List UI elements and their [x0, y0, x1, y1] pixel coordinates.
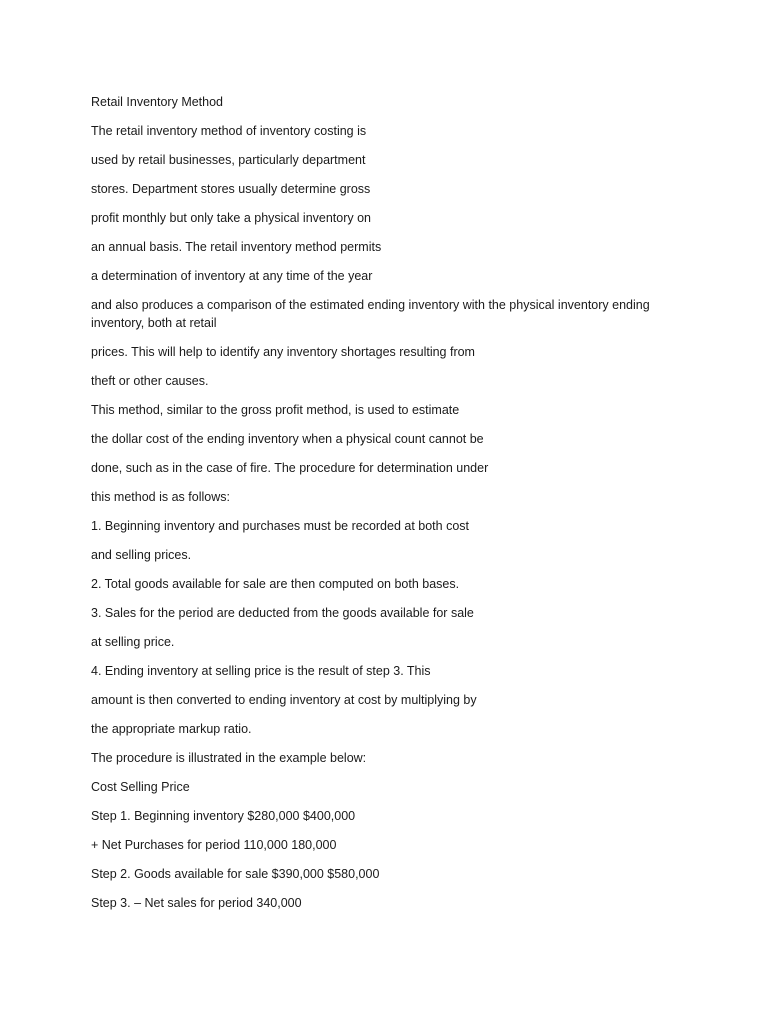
paragraph-line: a determination of inventory at any time of the year: [91, 269, 373, 283]
paragraph-line: and also produces a comparison of the estimated ending inventory with the physical inventory ending inventory, both at retail: [91, 298, 650, 330]
example-row: Step 3. – Net sales for period 340,000: [91, 896, 302, 910]
list-item: 3. Sales for the period are deducted from the goods available for sale: [91, 606, 474, 620]
list-item-continuation: the appropriate markup ratio.: [91, 722, 252, 736]
list-item-continuation: and selling prices.: [91, 548, 192, 562]
paragraph-line: The retail inventory method of inventory costing is: [91, 124, 367, 138]
document-body: [91, 93, 681, 923]
example-row: + Net Purchases for period 110,000 180,000: [91, 838, 337, 852]
list-item: 2. Total goods available for sale are then computed on both bases.: [91, 577, 460, 591]
example-row: Step 1. Beginning inventory $280,000 $400,000: [91, 809, 356, 823]
paragraph-line: an annual basis. The retail inventory method permits: [91, 240, 382, 254]
paragraph-line: done, such as in the case of fire. The procedure for determination under: [91, 461, 489, 475]
paragraph-line: this method is as follows:: [91, 490, 230, 504]
paragraph-line: theft or other causes.: [91, 374, 209, 388]
paragraph-line: used by retail businesses, particularly department: [91, 153, 366, 167]
list-item-continuation: at selling price.: [91, 635, 175, 649]
list-item: 4. Ending inventory at selling price is the result of step 3. This: [91, 664, 431, 678]
paragraph-line: This method, similar to the gross profit method, is used to estimate: [91, 403, 460, 417]
paragraph-line: prices. This will help to identify any inventory shortages resulting from: [91, 345, 475, 359]
document-title: Retail Inventory Method: [91, 95, 224, 109]
example-header: Cost Selling Price: [91, 780, 190, 794]
paragraph-line: profit monthly but only take a physical inventory on: [91, 211, 372, 225]
list-item-continuation: amount is then converted to ending inventory at cost by multiplying by: [91, 693, 477, 707]
list-item: 1. Beginning inventory and purchases must be recorded at both cost: [91, 519, 470, 533]
paragraph-line: the dollar cost of the ending inventory when a physical count cannot be: [91, 432, 484, 446]
example-row: Step 2. Goods available for sale $390,000 $580,000: [91, 867, 380, 881]
paragraph-line: stores. Department stores usually determine gross: [91, 182, 371, 196]
paragraph-line: The procedure is illustrated in the example below:: [91, 751, 367, 765]
